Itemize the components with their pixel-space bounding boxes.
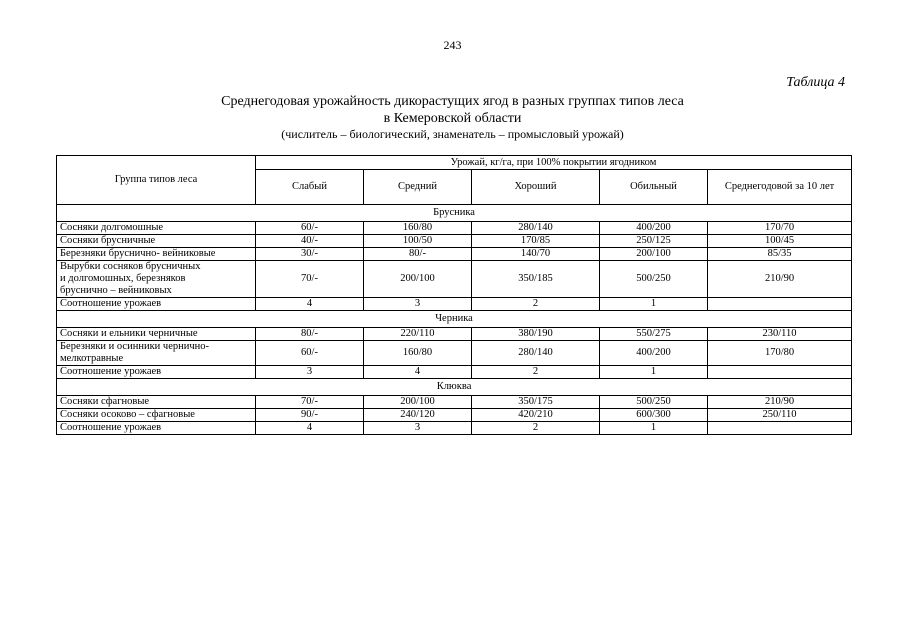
table-row (57, 341, 852, 366)
table-cell: 500/250 (600, 396, 708, 409)
table-cell (708, 366, 852, 379)
table-label: Таблица 4 (786, 75, 845, 90)
column-header: Средний (364, 170, 472, 205)
table-cell: 3 (364, 298, 472, 311)
row-label: Сосняки долгомошные (57, 222, 256, 235)
table-cell: 280/140 (472, 341, 600, 366)
table-cell: 70/- (256, 261, 364, 298)
row-label: Сосняки осоково – сфагновые (57, 409, 256, 422)
table-cell: 400/200 (600, 222, 708, 235)
table-cell: 80/- (364, 248, 472, 261)
row-label: Сосняки и ельники черничные (57, 328, 256, 341)
table-cell: 60/- (256, 341, 364, 366)
section-header: Клюква (57, 379, 852, 396)
table-cell: 350/175 (472, 396, 600, 409)
table-cell: 380/190 (472, 328, 600, 341)
row-label: Березняки бруснично- вейниковые (57, 248, 256, 261)
table-cell: 1 (600, 422, 708, 435)
table-row (57, 409, 852, 422)
table-cell: 4 (256, 298, 364, 311)
table-cell: 280/140 (472, 222, 600, 235)
table-row (57, 261, 852, 298)
table-row (57, 366, 852, 379)
table-cell: 200/100 (364, 261, 472, 298)
table-cell: 3 (364, 422, 472, 435)
table-cell: 85/35 (708, 248, 852, 261)
yield-table (56, 155, 852, 435)
table-cell: 200/100 (364, 396, 472, 409)
table-cell: 500/250 (600, 261, 708, 298)
group-header: Группа типов леса (57, 156, 256, 205)
table-cell: 170/85 (472, 235, 600, 248)
table-row (57, 222, 852, 235)
title-line-1: Среднегодовая урожайность дикорастущих ягод в разных группах типов леса (221, 94, 684, 109)
table-cell: 60/- (256, 222, 364, 235)
yield-header: Урожай, кг/га, при 100% покрытии ягодником (256, 156, 852, 170)
table-cell: 250/110 (708, 409, 852, 422)
table-cell (708, 298, 852, 311)
table-cell: 70/- (256, 396, 364, 409)
table-cell: 30/- (256, 248, 364, 261)
table-cell: 2 (472, 298, 600, 311)
table-row (57, 422, 852, 435)
section-header: Черника (57, 311, 852, 328)
table-cell: 550/275 (600, 328, 708, 341)
table-row (57, 328, 852, 341)
row-label: Соотношение урожаев (57, 298, 256, 311)
column-header: Слабый (256, 170, 364, 205)
table-cell (708, 422, 852, 435)
table-cell: 220/110 (364, 328, 472, 341)
column-header: Обильный (600, 170, 708, 205)
table-row (57, 235, 852, 248)
title-line-2: в Кемеровской области (383, 111, 522, 126)
table-cell: 420/210 (472, 409, 600, 422)
table-row (57, 396, 852, 409)
table-cell: 40/- (256, 235, 364, 248)
row-label: Соотношение урожаев (57, 422, 256, 435)
table-cell: 4 (364, 366, 472, 379)
section-header: Брусника (57, 205, 852, 222)
column-header: Хороший (472, 170, 600, 205)
table-cell: 400/200 (600, 341, 708, 366)
row-label: Вырубки сосняков брусничных и долгомошных, березняков бруснично – вейниковых (57, 261, 256, 298)
table-cell: 90/- (256, 409, 364, 422)
column-header: Среднегодовой за 10 лет (708, 170, 852, 205)
table-cell: 210/90 (708, 396, 852, 409)
table-cell: 240/120 (364, 409, 472, 422)
table-cell: 230/110 (708, 328, 852, 341)
table-cell: 600/300 (600, 409, 708, 422)
table-cell: 160/80 (364, 341, 472, 366)
table-cell: 3 (256, 366, 364, 379)
table-row (57, 298, 852, 311)
table-cell: 250/125 (600, 235, 708, 248)
table-title (0, 93, 905, 142)
row-label: Березняки и осинники чернично- мелкотравные (57, 341, 256, 366)
table-cell: 100/45 (708, 235, 852, 248)
table-cell: 200/100 (600, 248, 708, 261)
table-cell: 210/90 (708, 261, 852, 298)
table-row (57, 248, 852, 261)
table-cell: 2 (472, 366, 600, 379)
table-cell: 160/80 (364, 222, 472, 235)
table-cell: 80/- (256, 328, 364, 341)
table-cell: 1 (600, 298, 708, 311)
table-cell: 170/80 (708, 341, 852, 366)
table-cell: 4 (256, 422, 364, 435)
page-number: 243 (443, 38, 462, 52)
table-cell: 140/70 (472, 248, 600, 261)
table-cell: 170/70 (708, 222, 852, 235)
title-subtitle: (числитель – биологический, знаменатель – промысловый урожай) (281, 127, 624, 141)
table-cell: 100/50 (364, 235, 472, 248)
table-cell: 2 (472, 422, 600, 435)
table-cell: 1 (600, 366, 708, 379)
row-label: Сосняки брусничные (57, 235, 256, 248)
table-cell: 350/185 (472, 261, 600, 298)
row-label: Сосняки сфагновые (57, 396, 256, 409)
row-label: Соотношение урожаев (57, 366, 256, 379)
